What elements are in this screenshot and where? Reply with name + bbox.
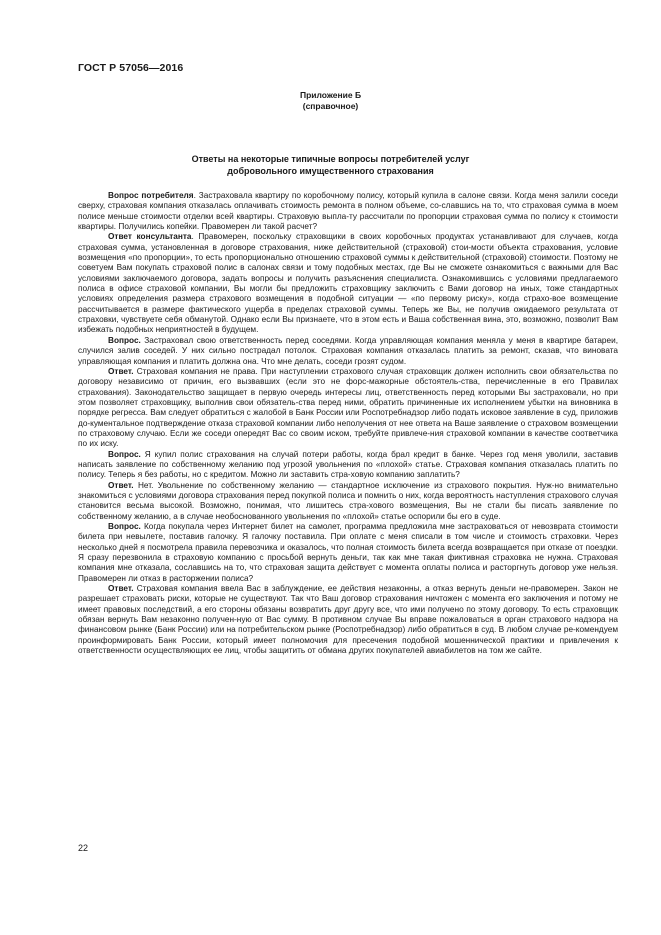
paragraph-lead: Ответ.	[108, 584, 134, 594]
paragraph-lead: Вопрос потребителя	[108, 191, 194, 200]
paragraph-lead: Ответ.	[108, 366, 134, 376]
section-title-line-1: Ответы на некоторые типичные вопросы потребителей услуг	[191, 154, 470, 164]
section-title	[0, 153, 661, 177]
qa-paragraph	[78, 450, 618, 481]
paragraph-text: Застраховал свою ответственность перед соседями. Когда управляющая компания меняла у меня в квартире батареи, случился залив соседей. У них сильно пострадал потолок. Страховая компания отказалась платить за ремонт, сказав, что виновата управляющая компания и платить должна она. Что мне делать, соседи грозят судом.	[78, 335, 618, 366]
paragraph-text: Когда покупала через Интернет билет на самолет, программа предложила мне застраховаться от невозврата стоимости билета при невылете, поставив галочку. Я галочку поставила. При оплате с меня списали в том числе и стоимость страховки. Через несколько дней я посмотрела правила перевозчика и оказалось, что полная стоимость билета всегда возвращается при отказе от поездки. Я сразу перезвонила в страховую компанию с просьбой вернуть деньги, так как мне такая фиктивная страховка не нужна. Страховая компания мне отказала, сославшись на то, что страховая защита действует с момента оплаты полиса и расторгнуть договор уже нельзя. Правомерен ли отказ в расторжении полиса?	[78, 522, 618, 583]
qa-paragraph	[78, 336, 618, 367]
qa-body	[78, 191, 618, 656]
qa-paragraph	[78, 522, 618, 584]
appendix-heading	[0, 90, 661, 112]
appendix-type: (справочное)	[302, 101, 359, 111]
paragraph-text: Я купил полис страхования на случай потери работы, когда брал кредит в банке. Через год меня уволили, заставив написать заявление по собственному желанию под угрозой увольнения по «плохой» статье. Страховая компания отказалась платить по полису. Теперь я без работы, но с кредитом. Можно ли заставить стра-ховую компанию заплатить?	[78, 449, 618, 480]
paragraph-lead: Вопрос.	[108, 335, 141, 345]
qa-paragraph	[78, 191, 618, 232]
paragraph-lead: Вопрос.	[108, 522, 141, 531]
paragraph-text: Страховая компания ввела Вас в заблуждение, ее действия незаконны, а отказ вернуть деньги не-правомерен. Закон не разрешает страховать риски, которые не существуют. Так что Ваш договор страхования ничтожен с момента его заключения и потому не имеет правовых последствий, а его стороны обязаны возвратить друг другу все, что ими получено по этому договору. То есть страховщик обязан вернуть Вам незаконно получен-ную от Вас сумму. В противном случае Вы вправе пожаловаться в орган страхового надзора на финансовом рынке (Банк России) или на потребительском рынке (Роспотребнадзор) либо обратиться в суд. В любом случае ре-комендуем проинформировать Банк России, который имеет полномочия для пресечения подобной мошеннической практики и привлечения к ответственности осуществляющих ее лиц, чтобы защитить от обмана других покупателей авиабилетов на том же сайте.	[78, 584, 618, 656]
page-number: 22	[78, 843, 89, 853]
qa-paragraph	[78, 232, 618, 335]
paragraph-text: . Застраховала квартиру по коробочному полису, который купила в салоне связи. Когда меня залили соседи сверху, страховая компания отказалась оплачивать стоимость ремонта в полном объеме, со-славшись на то, что страховая сумма в моем полисе меньше стоимости отделки всей квартиры. Страховую выпла-ту рассчитали по пропорции страховая сумма по полису к стоимости квартиры. Получились копейки. Правомерен ли такой расчет?	[78, 191, 618, 232]
appendix-label: Приложение Б	[299, 90, 362, 100]
paragraph-text: Нет. Увольнение по собственному желанию — стандартное исключение из страхового покрытия. Нуж-но внимательно знакомиться с условиями договора страхования перед покупкой полиса и помнить о них, когда вероятность наступления страхового случая становится весьма высокой. Возможно, понимая, что лишитесь стра-хового возмещения, Вы не стали бы писать заявление по собственному желанию, а в случае необоснованного увольнения по «плохой» статье оспорили бы его в суде.	[78, 480, 618, 521]
paragraph-lead: Ответ консультанта	[108, 232, 192, 242]
qa-paragraph	[78, 367, 618, 450]
paragraph-lead: Вопрос.	[108, 449, 141, 459]
paragraph-text: Страховая компания не права. При наступлении страхового случая страховщик должен исполнить свои обязательства по договору независимо от причин, его вызвавших (если это не форс-мажорные обстоятель-ства, перечисленные в его Правилах страхования). Законодательство защищает в первую очередь интересы лиц, ответственность перед которыми Вы застраховали, но при этом позволяет страховщику, выполнив свои обязатель-ства перед ними, обратить причиненные их исполнением убытки на виновника в порядке регресса. Вам следует обратиться с жалобой в Банк России или Роспотребнадзор либо подать исковое заявление в суд, приложив до-кументальное подтверждение отказа страховой компании либо неполучения от нее ответа на Ваше заявление о страховом возмещении по страховому случаю. Если же соседи опередят Вас со своим иском, требуйте привлече-ния страховой компании в качестве соответчика по их иску.	[78, 366, 618, 449]
paragraph-lead: Ответ.	[108, 480, 134, 490]
qa-paragraph	[78, 584, 618, 656]
qa-paragraph	[78, 481, 618, 522]
section-title-line-2: добровольного имущественного страхования	[227, 166, 434, 176]
paragraph-text: . Правомерен, поскольку страховщики в своих коробочных продуктах устанавливают для случаев, когда страховая сумма, установленная в договоре страхования, ниже действительной (страховой) стои-мости объекта страхования, условие возмещения «по пропорции», то есть пропорционально отношению страховой суммы к действительной (страховой) стоимости. Поэтому не советуем Вам покупать страховой полис в салонах связи и тому подобных местах, где Вы не сможете ознакомиться с важными для Вас условиями заключаемого договора, задать вопросы и получить разъяснения специалиста. Ознакомившись с условиями предлагаемого полиса в офисе страховой компании, Вы могли бы предложить страховщику заключить с Вами договор на иных, тоже стандартных условиях определения размера страхового возмещения в подобной ситуации — «по первому риску», когда страхо-вое возмещение рассчитывается в размере фактического ущерба в пределах страховой суммы. Теперь же Вы, не получив ожидаемого результата от страховки, чувствуете себя обманутой. Однако если Вы признаете, что в этом есть и Ваша собственная вина, это, возможно, позволит Вам избежать подобных неприятностей в будущем.	[78, 232, 619, 335]
standard-identifier: ГОСТ Р 57056—2016	[78, 62, 184, 74]
